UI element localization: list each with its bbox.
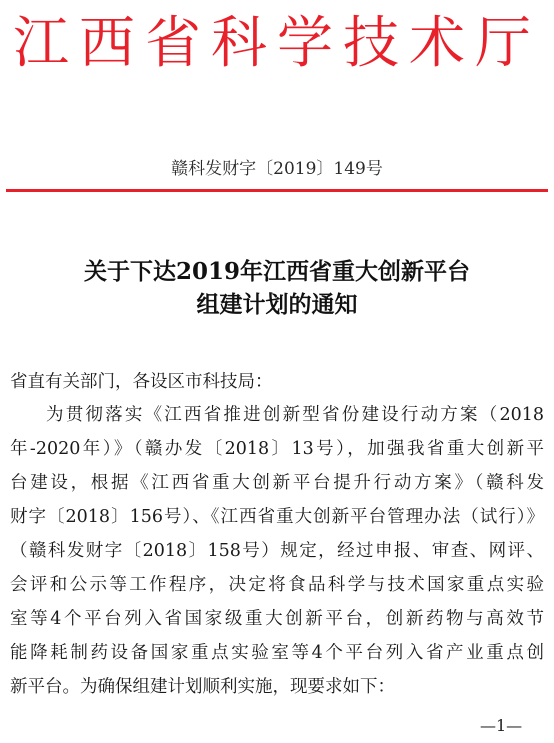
body-text-line: 室等4个平台列入省国家级重大创新平台，创新药物与高效节 [10,609,544,629]
body-text-line: 新平台。为确保组建计划顺利实施，现要求如下： [10,677,395,697]
body-text-line: 能降耗制药设备国家重点实验室等4个平台列入省产业重点创 [10,643,544,663]
page-number: —1— [480,716,523,735]
body-text-line: 台建设，根据《江西省重大创新平台提升行动方案》（赣科发 [10,473,544,493]
document-number: 赣科发财字〔2019〕149号 [171,159,383,179]
header-red-rule [6,189,548,192]
document-title-line-2: 组建计划的通知 [196,291,358,318]
document-title-line-1: 关于下达2019年江西省重大创新平台 [83,258,470,285]
body-text-line: 年-2020年）》（赣办发〔2018〕13号），加强我省重大创新平 [10,439,544,459]
addressee-line: 省直有关部门，各设区市科技局： [10,372,273,392]
body-text-line: 为贯彻落实《江西省推进创新型省份建设行动方案（2018 [46,405,544,425]
body-text-line: 财字〔2018〕156号）、《江西省重大创新平台管理办法（试行）》 [10,507,544,527]
body-text-line: 会评和公示等工作程序，决定将食品科学与技术国家重点实验 [10,575,544,595]
organization-header: 江西省科学技术厅 [13,11,541,76]
body-text-line: （赣科发财字〔2018〕158号）规定，经过申报、审查、网评、 [10,541,544,561]
